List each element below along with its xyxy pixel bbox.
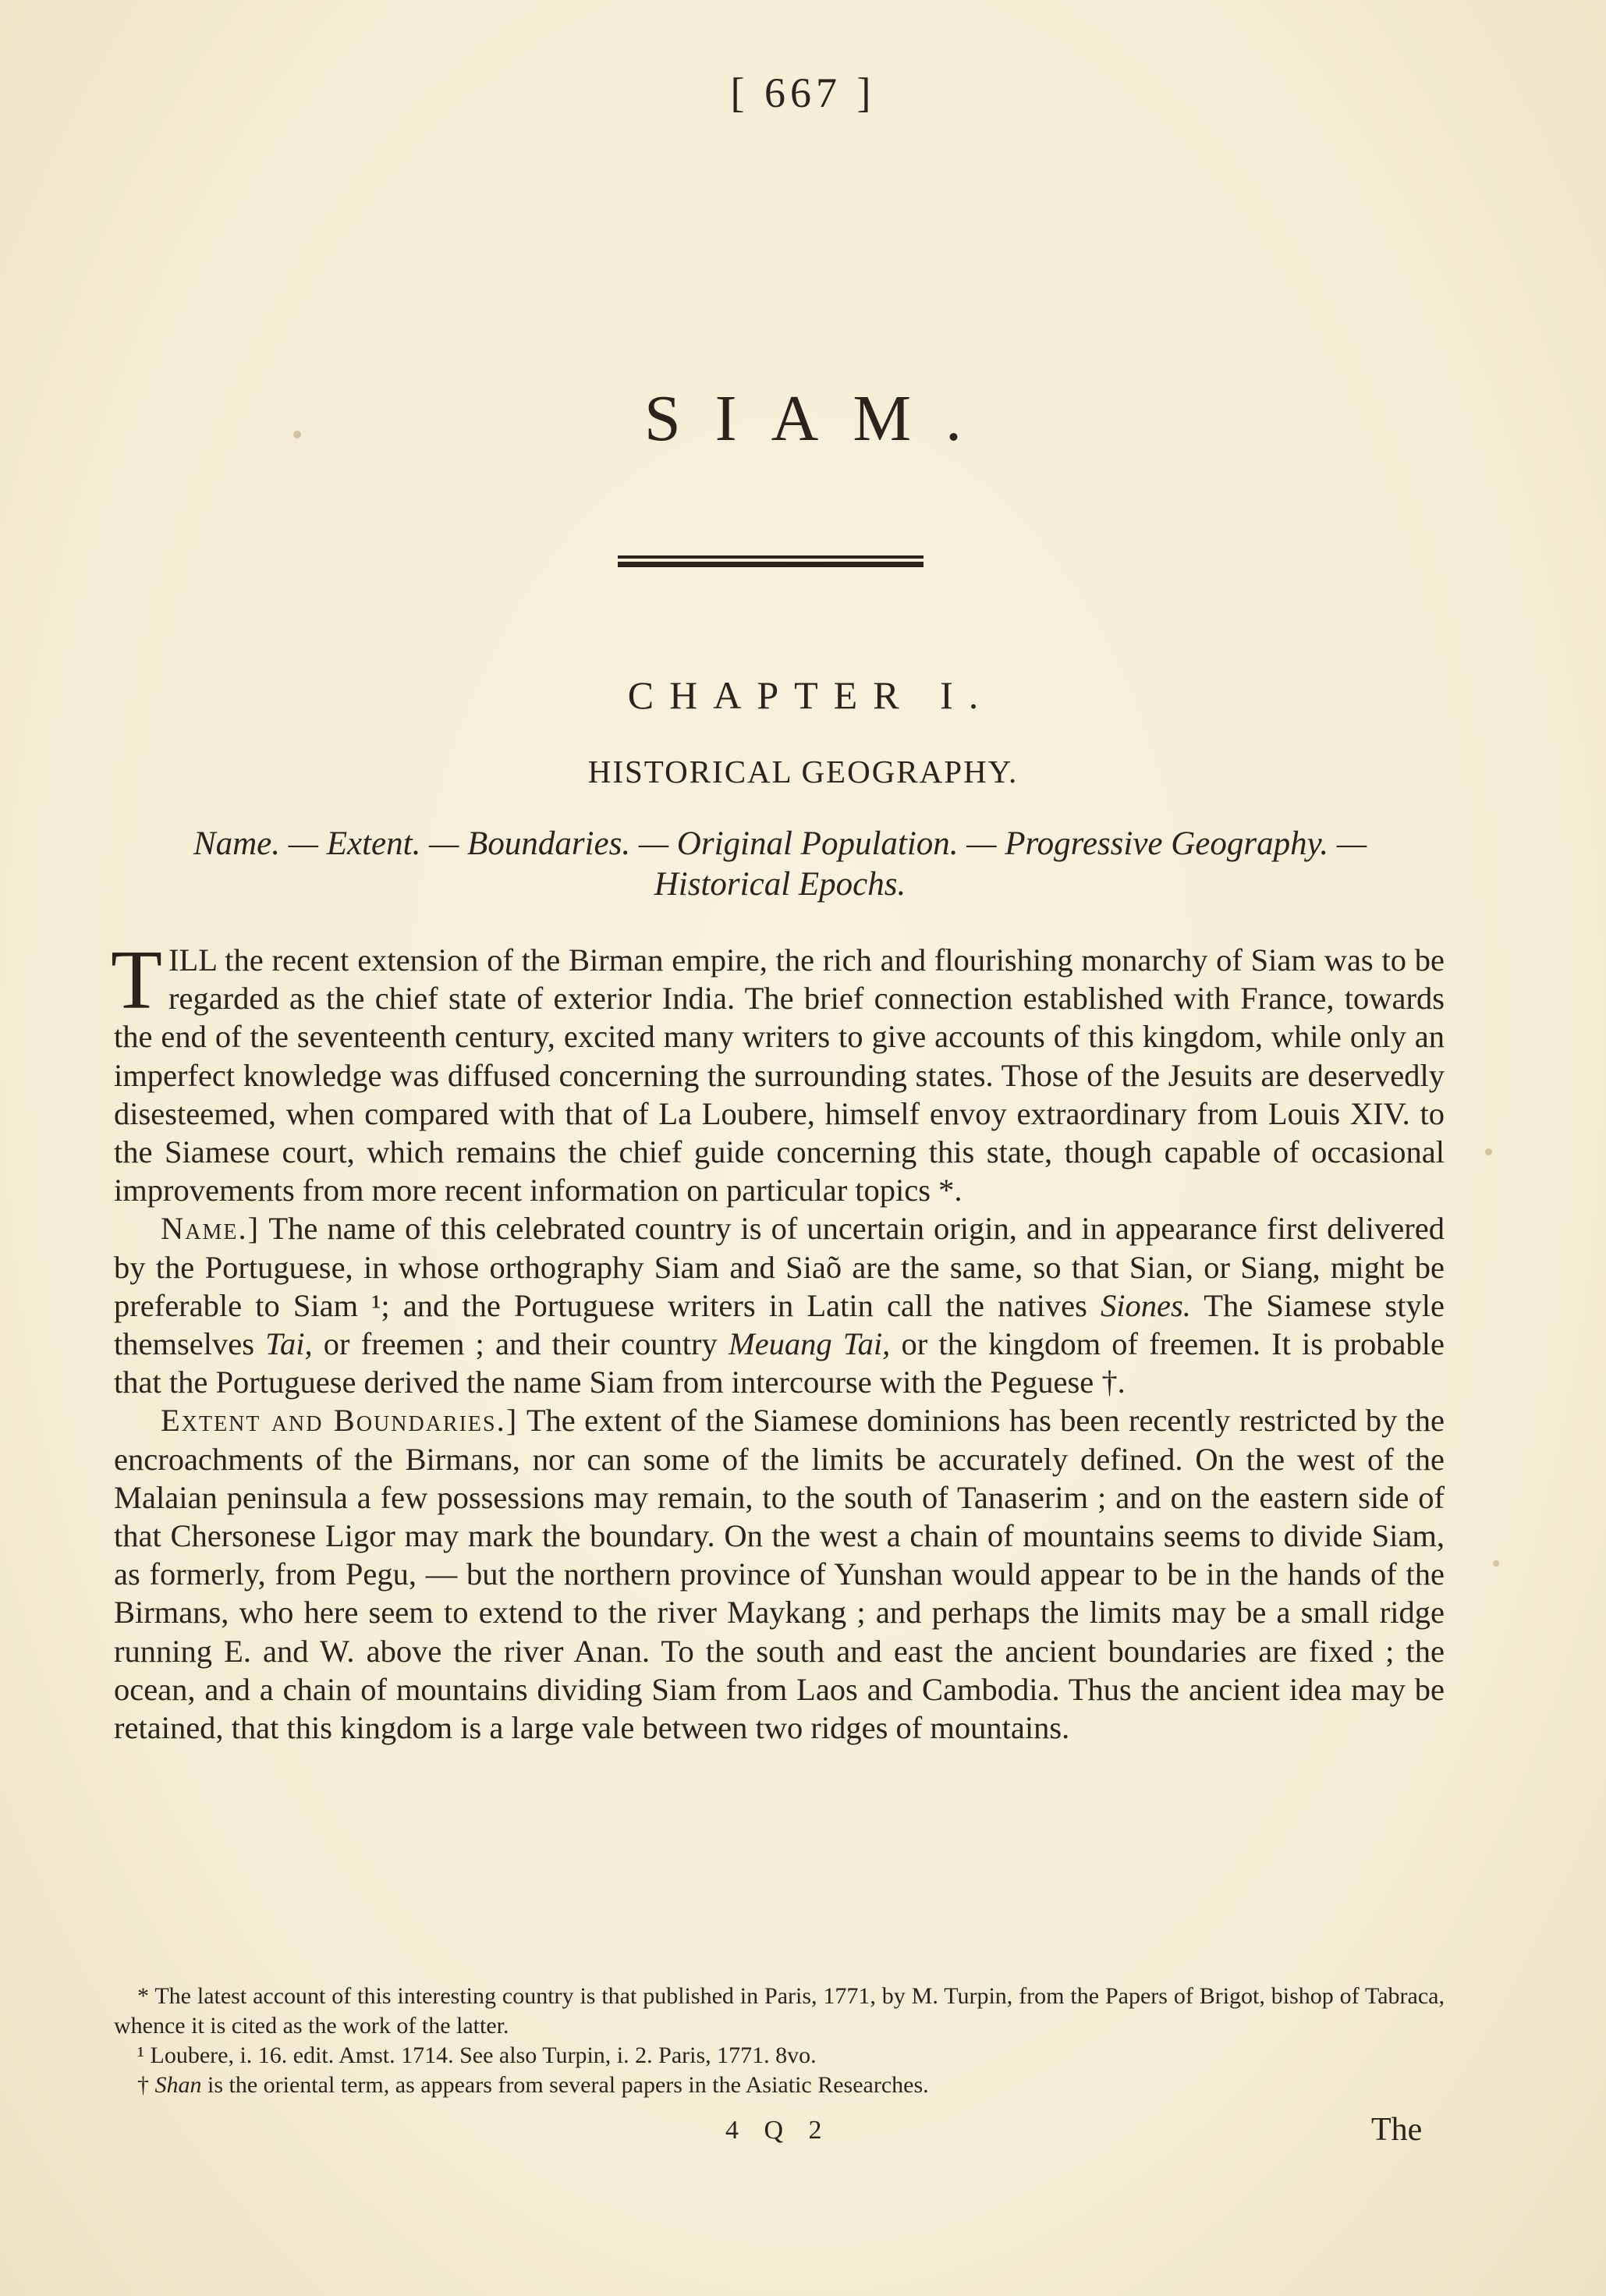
chapter-heading: CHAPTER I. [627,673,994,717]
title-rule-thin-top [618,555,924,559]
chapter-subheading: HISTORICAL GEOGRAPHY. [587,754,1019,790]
footnote-1: ¹ Loubere, i. 16. edit. Amst. 1714. See also Turpin, i. 2. Paris, 1771. 8vo. [137,2042,817,2068]
page-title: SIAM. [643,382,997,455]
page-number: [ 667 ] [730,69,876,116]
paragraph-intro: TILL the recent extension of the Birman empire, the rich and flourishing monarchy of Siam was to be regarded as the chief state of exterior India. The brief connection established with France, towards the end of the seventeenth century, excited many writers to give accounts of this kingdom, while only an imperfect knowledge was diffused concerning the surrounding states. Those of the Jesuits are deservedly disesteemed, when compared with that of La Loubere, himself envoy extraordinary from Louis XIV. to the Siamese court, which remains the chief guide concerning this state, though capable of occasional improvements from more recent information on particular topics *. [111,934,1445,1208]
topics-line-1: Name. — Extent. — Boundaries. — Original Population. — Progressive Geography. — [193,825,1367,862]
paper-speck [1485,1148,1492,1155]
topic-list [109,824,1451,905]
topics-line-2: Historical Epochs. [654,866,906,903]
footnote-asterisk: * The latest account of this interesting country is that published in Paris, 1771, by M. Turpin, from the Papers of Brigot, bishop of Tabraca, whence it is cited as the work of the latter. [114,1983,1445,2039]
drop-cap: T [111,934,162,1027]
title-rule-thick [618,562,924,567]
paper-speck [293,431,301,438]
paragraph-extent: Extent and Boundaries.] The extent of the Siamese dominions has been recently restricted by the encroachments of the Birmans, nor can some of the limits be accurately defined. On the west of the Malaian peninsula a few possessions may remain, to the south of Tanaserim ; and on the eastern side of that Chersonese Ligor may mark the boundary. On the west a chain of mountains seems to divide Siam, as formerly, from Pegu, — but the northern province of Yunshan would appear to be in the hands of the Birmans, who here seem to extend to the river Maykang ; and perhaps the limits may be a small ridge running E. and W. above the river Anan. To the south and east the ancient boundaries are fixed ; the ocean, and a chain of mountains dividing Siam from Laos and Cambodia. Thus the ancient idea may be retained, that this kingdom is a large vale between two ridges of mountains. [114,1403,1445,1746]
footnote-dagger: † Shan is the oriental term, as appears from several papers in the Asiatic Researches. [137,2072,929,2098]
signature-mark: 4 Q 2 [725,2116,831,2145]
paper-speck [1493,1560,1499,1567]
body-text [111,934,1445,1747]
section-label-name: Name.] [161,1211,261,1247]
section-label-extent: Extent and Boundaries.] [161,1403,519,1439]
footnotes [114,1982,1445,2100]
catchword: The [1371,2112,1423,2148]
paragraph-name: Name.] The name of this celebrated country is of uncertain origin, and in appearance first delivered by the Portuguese, in whose orthography Siam and Siaõ are the same, so that Sian, or Siang, might be preferable to Siam ¹; and the Portuguese writers in Latin call the natives Siones. The Siamese style themselves Tai, or freemen ; and their country Meuang Tai, or the kingdom of freemen. It is probable that the Portuguese derived the name Siam from intercourse with the Peguese †. [114,1211,1445,1400]
